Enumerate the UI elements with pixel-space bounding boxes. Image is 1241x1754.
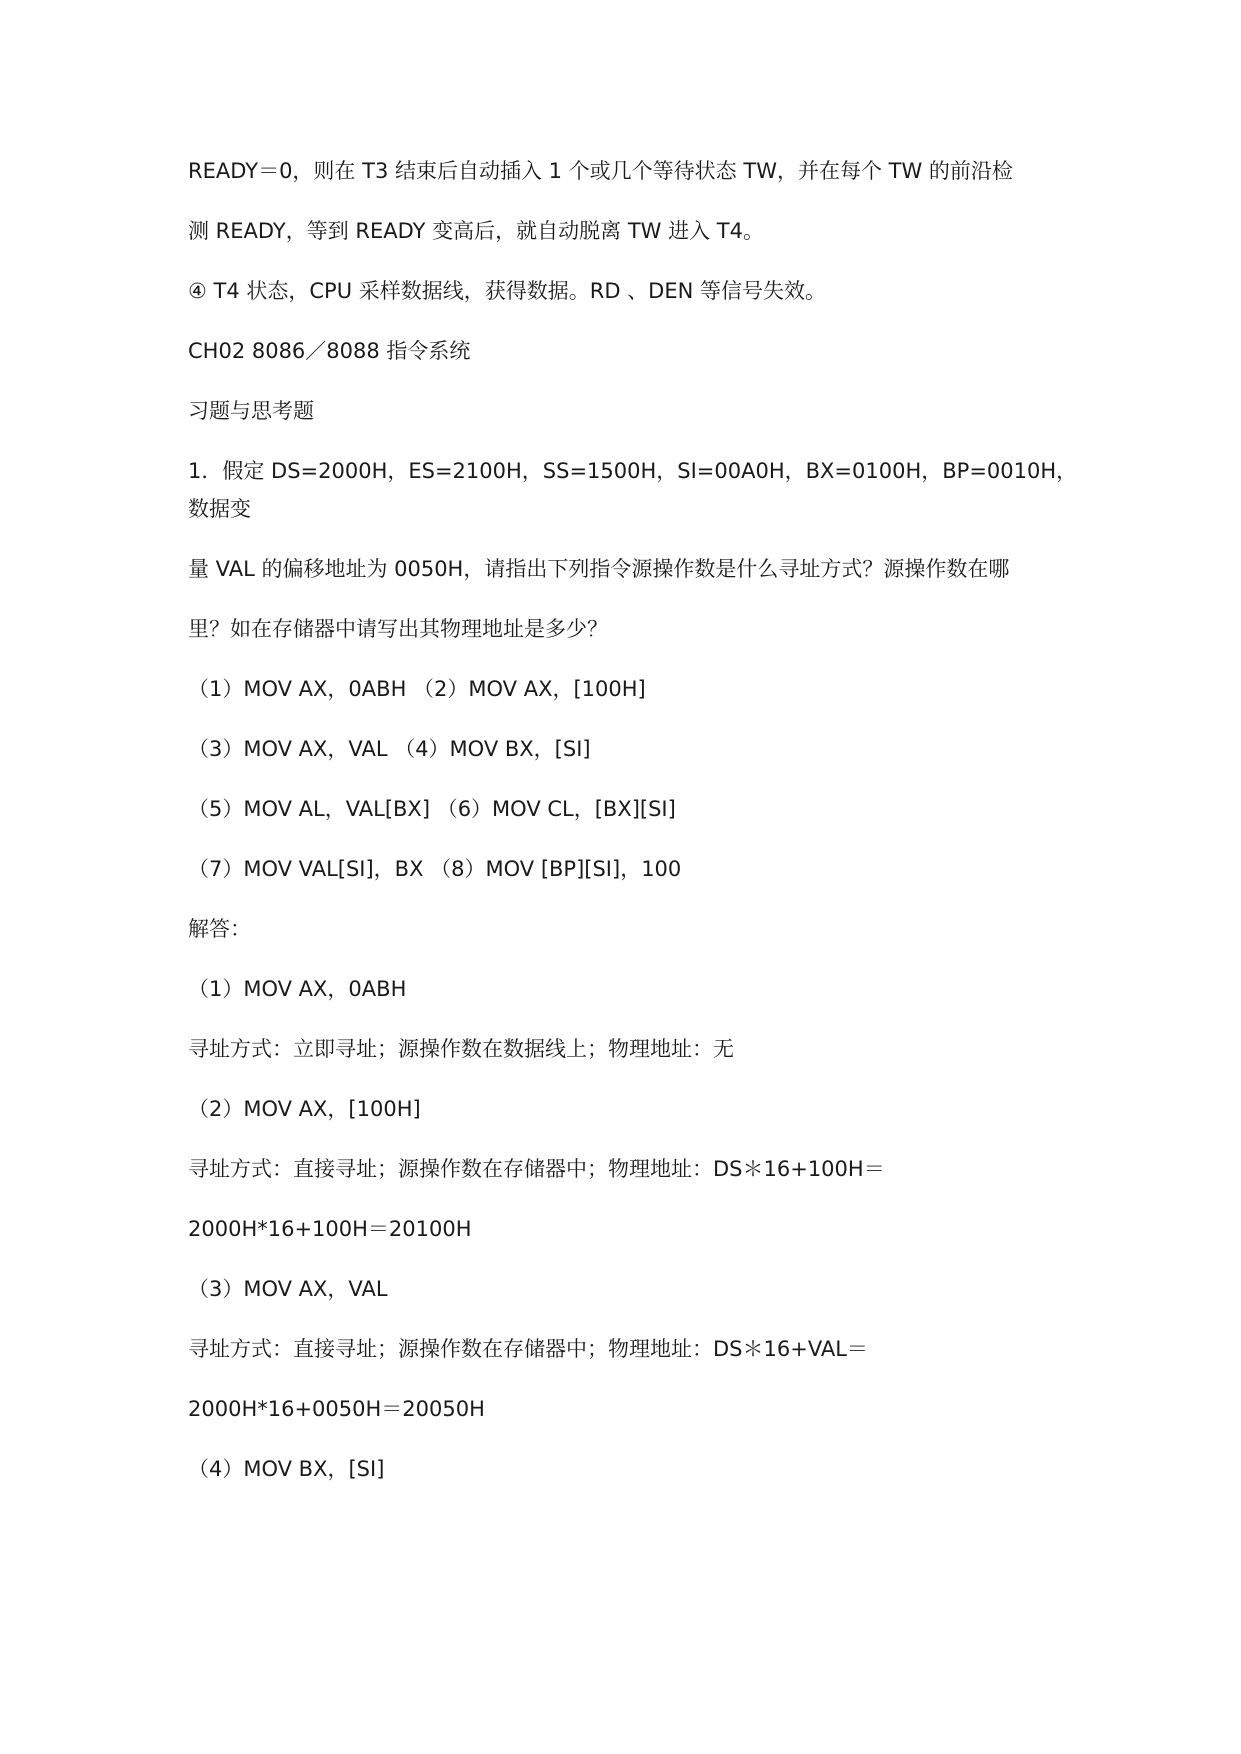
answer-1-instruction: （1）MOV AX，0ABH — [188, 977, 407, 1001]
answer-3-instruction: （3）MOV AX，VAL — [188, 1277, 388, 1301]
instruction-pair-5-6: （5）MOV AL，VAL[BX] （6）MOV CL，[BX][SI] — [188, 797, 676, 821]
question-text-3: 里？如在存储器中请写出其物理地址是多少？ — [188, 617, 608, 641]
text-line-t4-state: ④ T4 状态，CPU 采样数据线，获得数据。RD 、DEN 等信号失效。 — [188, 279, 826, 303]
answer-4-instruction: （4）MOV BX，[SI] — [188, 1457, 385, 1481]
instruction-pair-7-8: （7）MOV VAL[SI]，BX （8）MOV [BP][SI]，100 — [188, 857, 682, 881]
question-text-2: 量 VAL 的偏移地址为 0050H，请指出下列指令源操作数是什么寻址方式？源操作数在哪 — [188, 557, 1010, 581]
instruction-pair-1-2: （1）MOV AX，0ABH （2）MOV AX，[100H] — [188, 677, 646, 701]
answer-2-calculation: 2000H*16+100H＝20100H — [188, 1217, 472, 1241]
text-line-ready-wait: READY＝0，则在 T3 结束后自动插入 1 个或几个等待状态 TW，并在每个 TW 的前沿检 — [188, 159, 1013, 183]
answer-2-instruction: （2）MOV AX，[100H] — [188, 1097, 421, 1121]
answer-heading: 解答： — [188, 917, 251, 941]
chapter-heading: CH02 8086／8088 指令系统 — [188, 339, 471, 363]
text-line-ready-detect: 测 READY，等到 READY 变高后，就自动脱离 TW 进入 T4。 — [188, 219, 764, 243]
answer-2-detail: 寻址方式：直接寻址；源操作数在存储器中；物理地址：DS＊16+100H＝ — [188, 1157, 885, 1181]
answer-1-detail: 寻址方式：立即寻址；源操作数在数据线上；物理地址：无 — [188, 1037, 734, 1061]
answer-3-detail: 寻址方式：直接寻址；源操作数在存储器中；物理地址：DS＊16+VAL＝ — [188, 1337, 868, 1361]
answer-3-calculation: 2000H*16+0050H＝20050H — [188, 1397, 485, 1421]
document-body — [188, 152, 1088, 1510]
section-heading: 习题与思考题 — [188, 399, 314, 423]
instruction-pair-3-4: （3）MOV AX，VAL （4）MOV BX，[SI] — [188, 737, 591, 761]
question-text-1: 1．假定 DS=2000H，ES=2100H，SS=1500H，SI=00A0H，BX=0100H，BP=0010H，数据变 — [188, 459, 1078, 521]
